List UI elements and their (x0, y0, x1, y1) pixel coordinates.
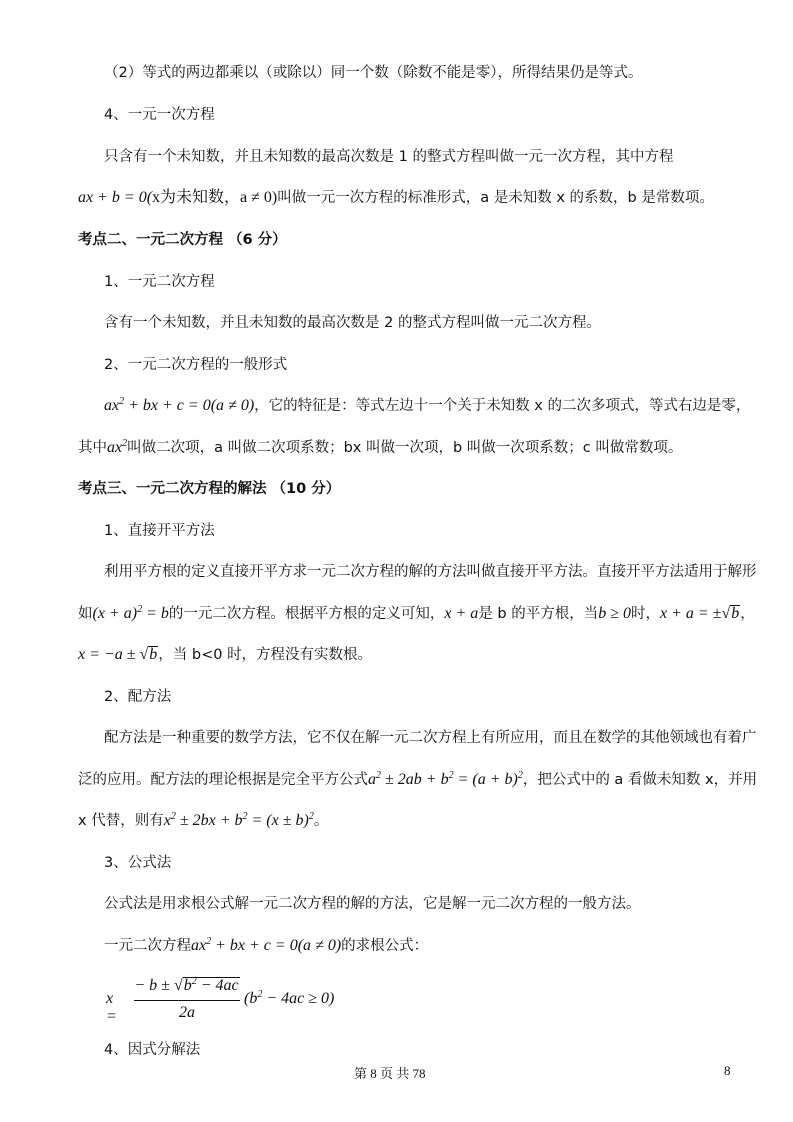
footer-page-number: 8 (724, 1063, 731, 1078)
m2-paragraph-3 (78, 811, 328, 831)
m1-text-d: 时， (630, 606, 660, 622)
section-linear-title: 4、一元一次方程 (104, 107, 215, 123)
m4-title: 4、因式分解法 (104, 1042, 201, 1058)
m1-eq2: x + a (444, 605, 479, 622)
m2-text-a: 泛的应用。配方法的理论根据是完全平方公式 (78, 772, 368, 788)
ax2-math: $ax^2$ (107, 438, 128, 456)
standard-form-math: ax + b = 0( (78, 189, 153, 206)
m2-paragraph-2 (78, 770, 757, 790)
m3-paragraph-1: 公式法是用求根公式解一元二次方程的解的方法，它是解一元二次方程的一般方法。 (104, 896, 641, 912)
m1-paragraph-3 (78, 645, 372, 665)
footer-page-info: 第 8 页 共 78 (354, 1066, 426, 1081)
m1-title: 1、直接开平方法 (104, 523, 215, 539)
m2-text-c: x 代替，则有 (78, 813, 164, 829)
kp2-terms-line (78, 438, 682, 458)
m2-text-b: ，把公式中的 a 看做未知数 x，并用 (522, 772, 758, 788)
m3-title: 3、公式法 (104, 855, 172, 871)
m2-text-d: 。 (313, 813, 329, 829)
m1-eq3: b ≥ 0 (598, 605, 631, 622)
formula-lhs: x = (106, 990, 117, 1025)
general-form-math: $ax^2$ + bx + c = 0(a ≠ 0) (104, 396, 255, 414)
standard-form-condition: x为未知数，a ≠ 0) (152, 189, 278, 206)
m1-eq4: x + a = ±√b (659, 605, 740, 622)
kp2-sub2-title: 2、一元二次方程的一般形式 (104, 357, 288, 373)
m3-general-eq: $ax^2$ + bx + c = 0(a ≠ 0) (191, 936, 342, 954)
formula-numerator: − $b \pm √b^2 - 4ac$ (134, 976, 239, 994)
kp2-sub1-text: 含有一个未知数，并且未知数的最高次数是 2 的整式方程叫做一元二次方程。 (104, 315, 601, 331)
kp2-heading: 考点二、一元二次方程 （6 分） (78, 232, 287, 248)
formula-condition: $(b^2 - 4ac \ge 0)$ (244, 989, 335, 1007)
formula-denominator: 2a (179, 1004, 195, 1021)
m1-paragraph-1: 利用平方根的定义直接开平方求一元二次方程的解的方法叫做直接开平方法。直接开平方法适用于解形 (104, 564, 757, 580)
m1-text-a: 如 (78, 606, 93, 622)
terms-text: 叫做二次项，a 叫做二次项系数；bx 叫做一次项，b 叫做一次项系数；c 叫做常数项。 (127, 440, 683, 456)
m1-eq1: $(x + a)^2 = b$ (92, 604, 169, 622)
equation-rule-2: （2）等式的两边都乘以（或除以）同一个数（除数不能是零），所得结果仍是等式。 (104, 65, 643, 81)
formula-fraction (134, 977, 240, 1027)
m3-text-b: 的求根公式： (341, 938, 429, 954)
fraction-bar (134, 1000, 240, 1001)
perfect-square-eq: $a^2 \pm 2ab + b^2 = (a + b)^2$ (368, 770, 523, 788)
m1-paragraph-2 (78, 604, 755, 624)
m1-text-e: ， (740, 606, 755, 622)
m1-root-text: ，当 b<0 时，方程没有实数根。 (158, 647, 373, 663)
linear-paragraph-1: 只含有一个未知数，并且未知数的最高次数是 1 的整式方程叫做一元一次方程，其中方程 (104, 149, 674, 165)
m1-root-eq: x = −a ± √b (78, 646, 158, 663)
m3-paragraph-2 (104, 936, 428, 956)
kp2-sub1-title: 1、一元二次方程 (104, 274, 215, 290)
kp2-general-form-line (104, 396, 750, 416)
standard-form-text: 叫做一元一次方程的标准形式，a 是未知数 x 的系数，b 是常数项。 (277, 190, 714, 206)
m3-text-a: 一元二次方程 (104, 938, 191, 954)
general-form-text: ，它的特征是：等式左边十一个关于未知数 x 的二次多项式，等式右边是零， (254, 398, 751, 414)
m1-text-c: 是 b 的平方根，当 (478, 606, 599, 622)
completing-square-eq: $x^2 \pm 2bx + b^2 = (x \pm b)^2$ (163, 811, 314, 829)
kp3-heading: 考点三、一元二次方程的解法 （10 分） (78, 481, 341, 497)
linear-paragraph-2 (78, 188, 714, 208)
terms-prefix: 其中 (78, 440, 107, 456)
m1-text-b: 的一元二次方程。根据平方根的定义可知， (168, 606, 445, 622)
m2-paragraph-1: 配方法是一种重要的数学方法，它不仅在解一元二次方程上有所应用，而且在数学的其他领域也有着广 (104, 730, 757, 746)
m2-title: 2、配方法 (104, 689, 172, 705)
